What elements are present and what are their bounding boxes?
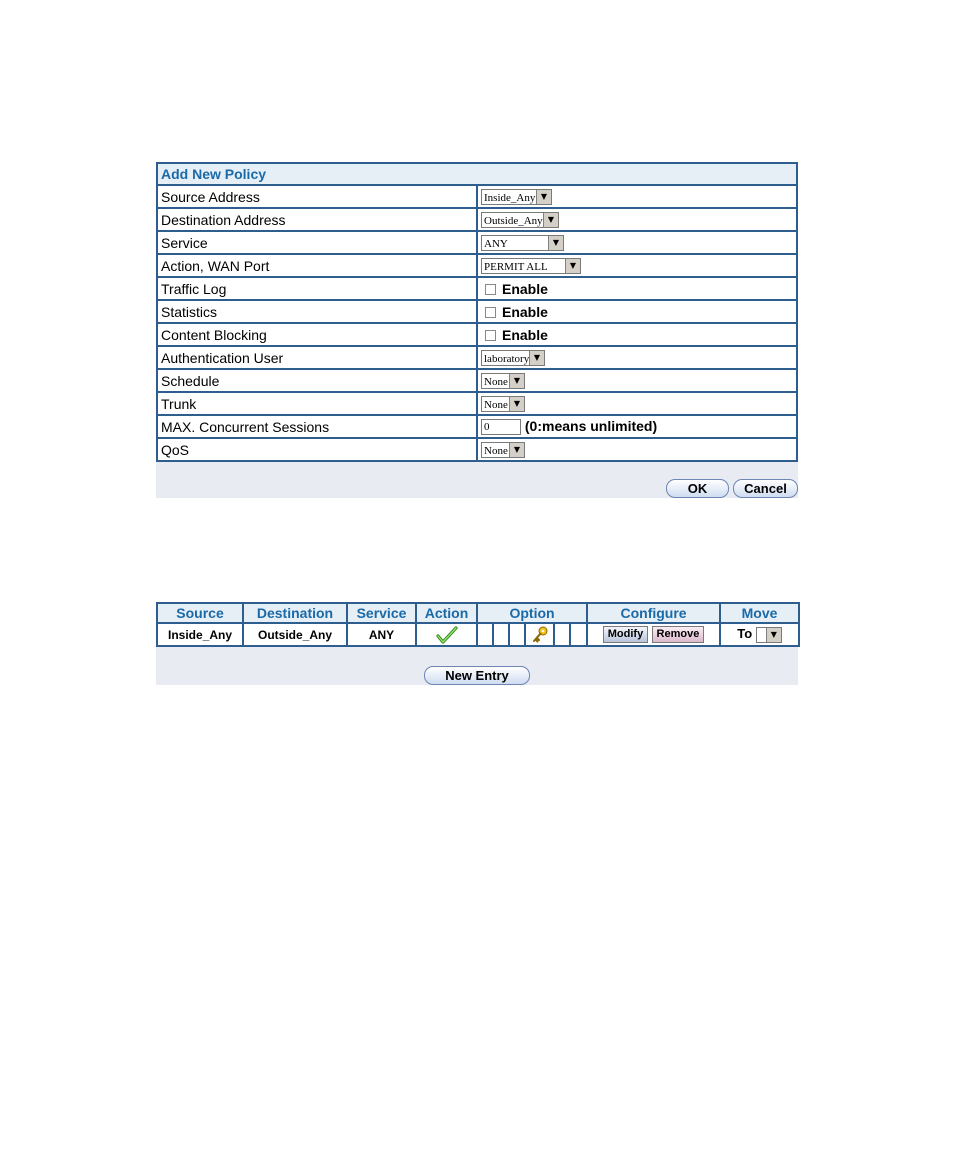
chevron-down-icon: ▼ [548,236,563,250]
new-entry-button[interactable]: New Entry [424,666,530,685]
check-icon [436,626,458,644]
add-policy-form [156,162,798,498]
row-statistics [157,300,797,323]
chevron-down-icon: ▼ [509,374,524,388]
row-qos [157,438,797,461]
ok-button[interactable]: OK [666,479,729,498]
option-cell-3 [509,623,525,646]
option-cell-5 [554,623,570,646]
max-sessions-input[interactable]: 0 [481,419,521,435]
header-configure: Configure [587,603,720,623]
policy-list [156,602,798,685]
header-destination: Destination [243,603,347,623]
row-configure [587,623,720,646]
row-destination: Outside_Any [243,623,347,646]
row-move [720,623,799,646]
header-source: Source [157,603,243,623]
chevron-down-icon: ▼ [766,628,781,642]
row-schedule [157,369,797,392]
row-content-blocking [157,323,797,346]
move-to-label: To [737,626,753,642]
modify-button[interactable]: Modify [603,626,648,643]
row-action [416,623,477,646]
content-blocking-label: Content Blocking [157,323,477,346]
form-footer [156,462,798,498]
row-service: ANY [347,623,416,646]
header-option: Option [477,603,587,623]
trunk-select[interactable] [481,396,525,412]
header-move: Move [720,603,799,623]
max-sessions-hint: (0:means unlimited) [524,417,658,434]
authentication-user-label: Authentication User [157,346,477,369]
remove-button[interactable]: Remove [652,626,705,643]
qos-select[interactable] [481,442,525,458]
chevron-down-icon: ▼ [536,190,551,204]
header-service: Service [347,603,416,623]
chevron-down-icon: ▼ [529,351,544,365]
row-action-wan-port [157,254,797,277]
action-wan-port-label: Action, WAN Port [157,254,477,277]
authentication-user-select[interactable] [481,350,545,366]
move-select[interactable] [756,627,782,643]
authentication-user-value: laboratory [484,353,530,366]
action-wan-port-select[interactable] [481,258,581,274]
chevron-down-icon: ▼ [509,397,524,411]
destination-address-label: Destination Address [157,208,477,231]
row-authentication-user [157,346,797,369]
row-source-address [157,185,797,208]
row-traffic-log [157,277,797,300]
statistics-checkbox[interactable] [485,307,496,318]
destination-address-select[interactable] [481,212,559,228]
qos-value: None [484,445,508,458]
policy-list-table [156,602,800,647]
row-max-concurrent-sessions [157,415,797,438]
trunk-value: None [484,399,508,412]
traffic-log-label: Traffic Log [157,277,477,300]
service-select[interactable] [481,235,564,251]
action-wan-port-value: PERMIT ALL [484,261,548,274]
form-title: Add New Policy [157,163,797,185]
traffic-log-enable-label: Enable [502,280,548,297]
content-blocking-enable-label: Enable [502,326,548,343]
traffic-log-checkbox[interactable] [485,284,496,295]
qos-label: QoS [157,438,477,461]
cancel-button[interactable]: Cancel [733,479,798,498]
max-concurrent-sessions-label: MAX. Concurrent Sessions [157,415,477,438]
trunk-label: Trunk [157,392,477,415]
schedule-label: Schedule [157,369,477,392]
row-service [157,231,797,254]
row-destination-address [157,208,797,231]
row-source: Inside_Any [157,623,243,646]
schedule-select[interactable] [481,373,525,389]
option-cell-2 [493,623,509,646]
header-action: Action [416,603,477,623]
source-address-select[interactable] [481,189,552,205]
schedule-value: None [484,376,508,389]
statistics-label: Statistics [157,300,477,323]
key-icon [532,626,548,644]
destination-address-value: Outside_Any [484,215,543,228]
source-address-label: Source Address [157,185,477,208]
content-blocking-checkbox[interactable] [485,330,496,341]
option-cell-6 [570,623,587,646]
source-address-value: Inside_Any [484,192,536,205]
policy-form-table [156,162,798,462]
table-row [157,623,799,646]
list-footer [156,647,798,685]
statistics-enable-label: Enable [502,303,548,320]
row-trunk [157,392,797,415]
service-value: ANY [484,238,508,251]
option-cell-1 [477,623,493,646]
policy-list-header [157,603,799,623]
chevron-down-icon: ▼ [543,213,558,227]
chevron-down-icon: ▼ [509,443,524,457]
service-label: Service [157,231,477,254]
option-cell-auth [525,623,554,646]
chevron-down-icon: ▼ [565,259,580,273]
